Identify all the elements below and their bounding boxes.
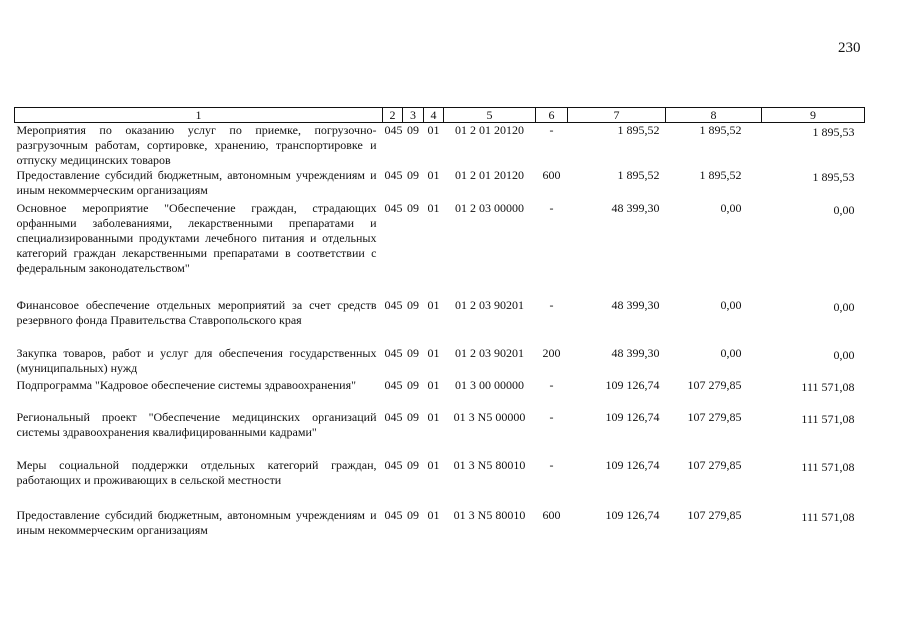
cell-section: 09 — [407, 410, 419, 424]
cell-subsection: 01 — [427, 458, 440, 472]
cell-subsection: 01 — [427, 298, 440, 312]
cell-ministry: 045 — [384, 410, 403, 424]
table-row — [15, 123, 865, 169]
cell-value-8: 0,00 — [720, 298, 742, 312]
row-name: Предоставление субсидий бюджетным, автономным учреждениям и иным некоммерческим организациям — [16, 168, 377, 197]
cell-target-code: 01 2 03 90201 — [455, 346, 524, 360]
cell-ministry: 045 — [384, 378, 403, 392]
cell-value-7: 48 399,30 — [611, 346, 660, 360]
row-name: Закупка товаров, работ и услуг для обеспечения государственных (муниципальных) нужд — [16, 346, 377, 375]
row-name: Финансовое обеспечение отдельных мероприятий за счет средств резервного фонда Правительства Ставропольского края — [16, 298, 377, 327]
cell-target-code: 01 3 N5 00000 — [453, 410, 526, 424]
table-header-row — [15, 108, 865, 123]
cell-subsection: 01 — [427, 378, 440, 392]
cell-section: 09 — [407, 201, 419, 215]
cell-value-9: 1 895,53 — [812, 170, 855, 184]
cell-expense-type: - — [549, 458, 554, 472]
table-row — [15, 410, 865, 458]
cell-expense-type: - — [549, 410, 554, 424]
table-row — [15, 168, 865, 201]
cell-value-7: 1 895,52 — [617, 123, 660, 137]
cell-value-8: 107 279,85 — [687, 508, 742, 522]
cell-value-7: 109 126,74 — [605, 410, 660, 424]
table-row — [15, 298, 865, 346]
cell-ministry: 045 — [384, 168, 403, 182]
column-header: 5 — [444, 108, 536, 123]
cell-expense-type: 600 — [542, 508, 561, 522]
cell-value-9: 0,00 — [833, 348, 855, 362]
budget-table — [14, 107, 865, 540]
table-row — [15, 508, 865, 540]
page-number: 230 — [838, 40, 861, 56]
cell-subsection: 01 — [427, 123, 440, 137]
cell-expense-type: - — [549, 201, 554, 215]
table-row — [15, 458, 865, 508]
cell-value-9: 111 571,08 — [801, 460, 855, 474]
cell-subsection: 01 — [427, 201, 440, 215]
cell-value-7: 109 126,74 — [605, 508, 660, 522]
cell-subsection: 01 — [427, 410, 440, 424]
cell-section: 09 — [407, 458, 419, 472]
cell-section: 09 — [407, 346, 419, 360]
row-name: Региональный проект "Обеспечение медицинских организаций системы здравоохранения квалифицированными кадрами" — [16, 410, 377, 439]
cell-subsection: 01 — [427, 346, 440, 360]
cell-subsection: 01 — [427, 168, 440, 182]
cell-target-code: 01 3 N5 80010 — [453, 458, 526, 472]
cell-target-code: 01 2 03 90201 — [455, 298, 524, 312]
table-row — [15, 346, 865, 378]
cell-section: 09 — [407, 168, 419, 182]
cell-value-8: 1 895,52 — [699, 168, 742, 182]
cell-value-8: 1 895,52 — [699, 123, 742, 137]
row-name: Мероприятия по оказанию услуг по приемке, погрузочно-разгрузочным работам, сортировке, хранению, транспортировке и отпуску медицинских товаров — [16, 123, 377, 167]
column-header: 7 — [568, 108, 666, 123]
cell-target-code: 01 3 N5 80010 — [453, 508, 526, 522]
cell-value-7: 1 895,52 — [617, 168, 660, 182]
row-name: Основное мероприятие "Обеспечение граждан, страдающих орфанными заболеваниями, лекарственными препаратами и специализированными продуктами лечебного питания и отдельных категорий граждан лекарственными препаратами в соответствии с федеральным законодательством" — [16, 201, 377, 275]
cell-ministry: 045 — [384, 458, 403, 472]
cell-ministry: 045 — [384, 298, 403, 312]
cell-value-9: 0,00 — [833, 203, 855, 217]
cell-ministry: 045 — [384, 508, 403, 522]
cell-ministry: 045 — [384, 123, 403, 137]
cell-value-9: 1 895,53 — [812, 125, 855, 139]
cell-expense-type: - — [549, 298, 554, 312]
cell-section: 09 — [407, 508, 419, 522]
cell-value-7: 48 399,30 — [611, 298, 660, 312]
cell-target-code: 01 2 01 20120 — [455, 168, 524, 182]
cell-value-8: 107 279,85 — [687, 410, 742, 424]
table-row — [15, 378, 865, 410]
column-header: 2 — [383, 108, 403, 123]
cell-target-code: 01 2 03 00000 — [455, 201, 524, 215]
cell-value-7: 109 126,74 — [605, 378, 660, 392]
cell-value-9: 0,00 — [833, 300, 855, 314]
cell-expense-type: - — [549, 378, 554, 392]
cell-ministry: 045 — [384, 346, 403, 360]
column-header: 9 — [762, 108, 865, 123]
cell-expense-type: 200 — [542, 346, 561, 360]
cell-value-7: 109 126,74 — [605, 458, 660, 472]
cell-section: 09 — [407, 298, 419, 312]
cell-section: 09 — [407, 378, 419, 392]
cell-subsection: 01 — [427, 508, 440, 522]
cell-value-8: 107 279,85 — [687, 378, 742, 392]
column-header: 6 — [536, 108, 568, 123]
row-name: Предоставление субсидий бюджетным, автономным учреждениям и иным некоммерческим организациям — [16, 508, 377, 537]
row-name: Меры социальной поддержки отдельных категорий граждан, работающих и проживающих в сельской местности — [16, 458, 377, 487]
cell-ministry: 045 — [384, 201, 403, 215]
cell-section: 09 — [407, 123, 419, 137]
cell-value-8: 0,00 — [720, 346, 742, 360]
cell-expense-type: 600 — [542, 168, 561, 182]
column-header: 3 — [403, 108, 424, 123]
column-header: 1 — [15, 108, 383, 123]
cell-expense-type: - — [549, 123, 554, 137]
cell-value-7: 48 399,30 — [611, 201, 660, 215]
cell-value-8: 0,00 — [720, 201, 742, 215]
cell-value-9: 111 571,08 — [801, 380, 855, 394]
column-header: 4 — [424, 108, 444, 123]
cell-value-8: 107 279,85 — [687, 458, 742, 472]
cell-target-code: 01 2 01 20120 — [455, 123, 524, 137]
table-row — [15, 201, 865, 298]
cell-value-9: 111 571,08 — [801, 412, 855, 426]
cell-target-code: 01 3 00 00000 — [455, 378, 524, 392]
row-name: Подпрограмма "Кадровое обеспечение системы здравоохранения" — [16, 378, 357, 392]
column-header: 8 — [666, 108, 762, 123]
cell-value-9: 111 571,08 — [801, 510, 855, 524]
